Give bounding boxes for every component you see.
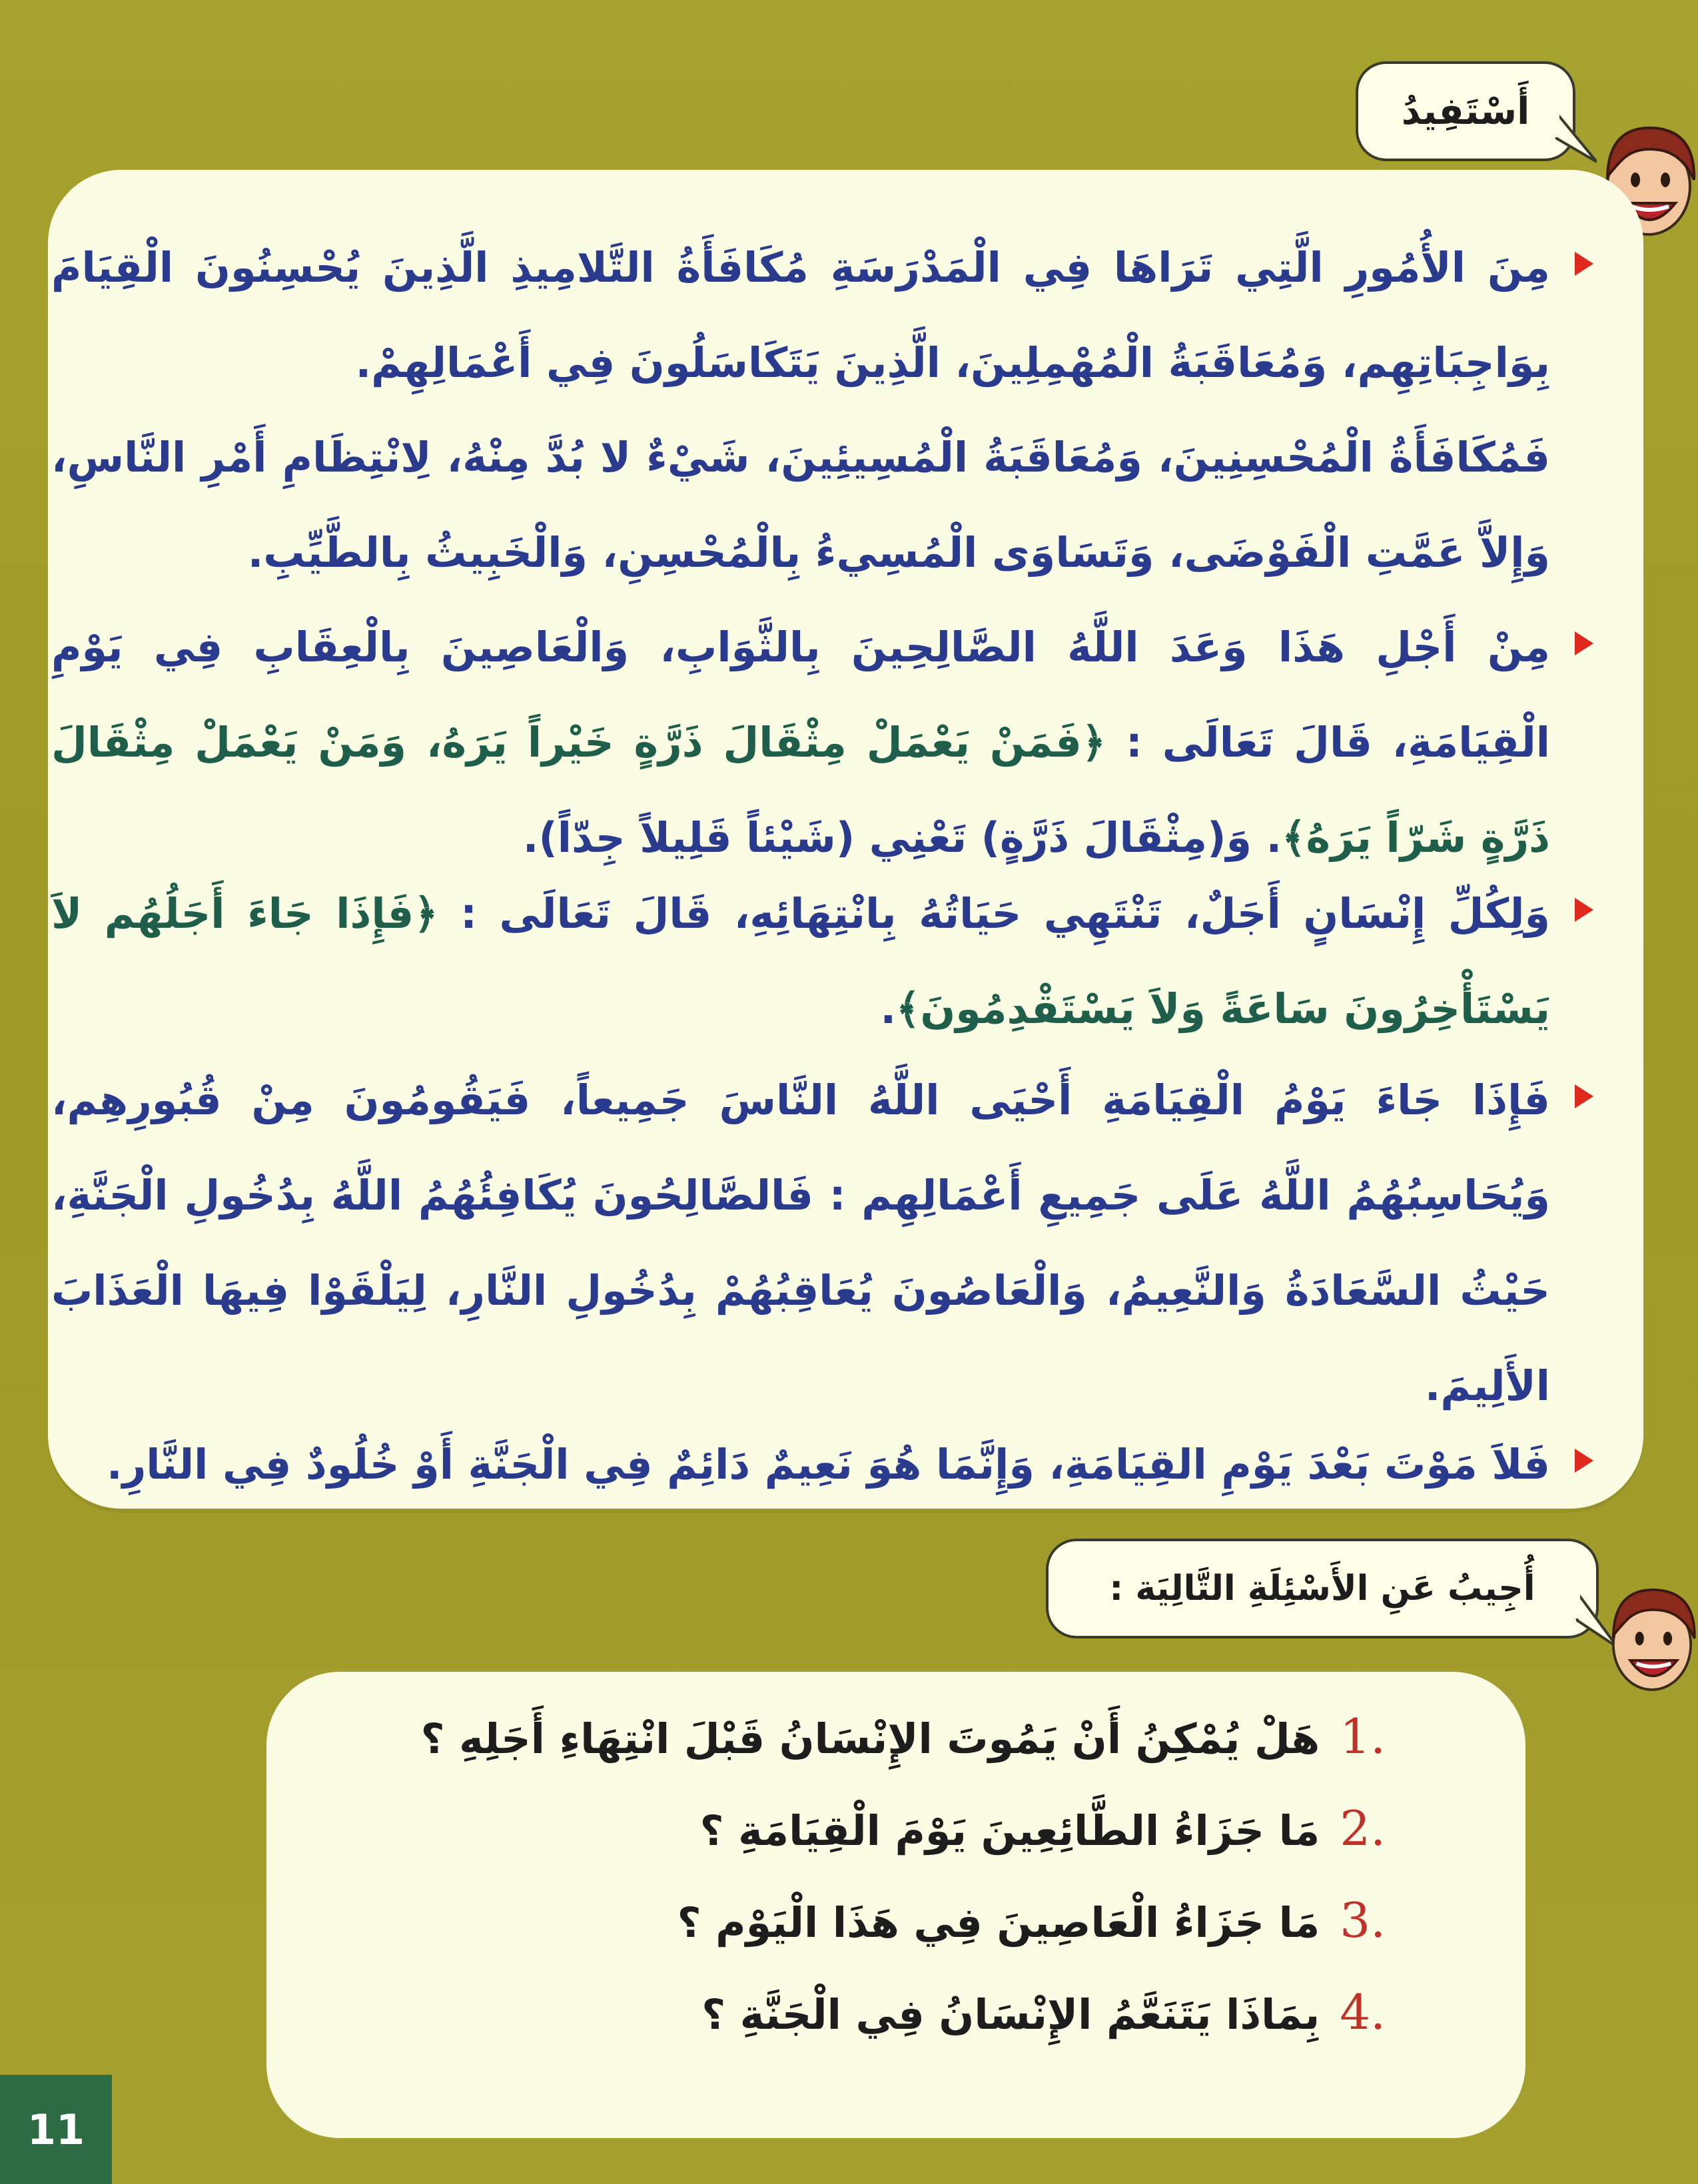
speech-bubble-answer [1046, 1539, 1599, 1638]
red-triangle-icon [1575, 1084, 1593, 1108]
lesson-paragraph [51, 1052, 1550, 1433]
red-triangle-icon [1575, 252, 1593, 276]
paragraph-text: . وَ(مِثْقَالَ ذَرَّةٍ) تَعْنِي (شَيْئاً قَلِيلاً جِدّاً). [522, 813, 1282, 862]
lesson-paragraph [51, 220, 1550, 410]
speech-bubble-answer-label: أُجِيبُ عَنِ الأَسْئِلَةِ التَّالِيَة : [1109, 1569, 1535, 1609]
question-number: 4. [1340, 1984, 1386, 2040]
question-item [386, 1708, 1386, 1800]
speech-bubble-learn [1356, 61, 1575, 161]
lesson-panel [48, 170, 1643, 1509]
question-number: 2. [1340, 1800, 1386, 1856]
question-text: بِمَاذَا يَتَنَعَّمُ الإِنْسَانُ فِي الْجَنَّةِ ؟ [701, 1990, 1320, 2039]
paragraph-text: فَإِذَا جَاءَ يَوْمُ الْقِيَامَةِ أَحْيَى اللَّهُ النَّاسَ جَمِيعاً، فَيَقُومُونَ مِنْ قُبُورِهِم، وَيُحَاسِبُهُمُ اللَّهُ عَلَى جَمِيعِ أَعْمَالِهِم : فَالصَّالِحُونَ يُكَافِئُهُمُ اللَّهُ بِدُخُولِ الْجَنَّةِ، حَيْثُ السَّعَادَةُ وَالنَّعِيمُ، وَالْعَاصُونَ يُعَاقِبُهُمْ بِدُخُولِ النَّارِ، لِيَلْقَوْا فِيهَا الْعَذَابَ الأَلِيمَ. [51, 1076, 1550, 1410]
red-triangle-icon [1575, 898, 1593, 922]
question-item [386, 1892, 1386, 1984]
paragraph-text: . [880, 984, 897, 1033]
question-item [386, 1984, 1386, 2076]
speech-bubble-tail-icon [1550, 105, 1597, 165]
lesson-paragraph [51, 599, 1550, 885]
paragraph-text: فَمُكَافَأَةُ الْمُحْسِنِينَ، وَمُعَاقَبَةُ الْمُسِيئِينَ، شَيْءٌ لا بُدَّ مِنْهُ، لِانْتِظَامِ أَمْرِ النَّاسِ، وَإِلاَّ عَمَّتِ الْفَوْضَى، وَتَسَاوَى الْمُسِيءُ بِالْمُحْسِنِ، وَالْخَبِيثُ بِالطَّيِّبِ. [51, 433, 1550, 577]
paragraph-text: مِنْ أَجْلِ هَذَا وَعَدَ اللَّهُ الصَّالِحِينَ بِالثَّوَابِ، وَالْعَاصِينَ بِالْعِقَابِ فِي يَوْمِ الْقِيَامَةِ، قَالَ تَعَالَى : [51, 623, 1550, 767]
paragraph-text: مِنَ الأُمُورِ الَّتِي تَرَاهَا فِي الْمَدْرَسَةِ مُكَافَأَةُ التَّلامِيذِ الَّذِينَ يُحْسِنُونَ الْقِيَامَ بِوَاجِبَاتِهِم، وَمُعَاقَبَةُ الْمُهْمِلِينَ، الَّذِينَ يَتَكَاسَلُونَ فِي أَعْمَالِهِمْ. [51, 243, 1550, 387]
question-number: 3. [1340, 1892, 1386, 1948]
quran-quote: ﴿فَإِذَا جَاءَ أَجَلُهُم لاَ يَسْتَأْخِرُونَ سَاعَةً وَلاَ يَسْتَقْدِمُونَ﴾ [51, 889, 1550, 1033]
question-number: 1. [1340, 1708, 1386, 1764]
quran-quote: ﴿فَمَنْ يَعْمَلْ مِثْقَالَ ذَرَّةٍ خَيْراً يَرَهُ، وَمَنْ يَعْمَلْ مِثْقَالَ ذَرَّةٍ شَرّاً يَرَهُ﴾ [51, 718, 1550, 862]
red-triangle-icon [1575, 1449, 1593, 1473]
questions-list [386, 1708, 1386, 2076]
paragraph-text: فَلاَ مَوْتَ بَعْدَ يَوْمِ القِيَامَةِ، وَإِنَّمَا هُوَ نَعِيمٌ دَائِمٌ فِي الْجَنَّةِ أَوْ خُلُودٌ فِي النَّارِ. [107, 1440, 1550, 1489]
speech-bubble-learn-label: أَسْتَفِيدُ [1401, 89, 1530, 133]
questions-panel [266, 1672, 1525, 2138]
question-text: مَا جَزَاءُ الطَّائِعِينَ يَوْمَ الْقِيَامَةِ ؟ [699, 1806, 1320, 1855]
question-text: هَلْ يُمْكِنُ أَنْ يَمُوتَ الإِنْسَانُ قَبْلَ انْتِهَاءِ أَجَلِهِ ؟ [420, 1714, 1320, 1763]
paragraph-text: وَلِكُلِّ إِنْسَانٍ أَجَلٌ، تَنْتَهِي حَيَاتُهُ بِانْتِهَائِهِ، قَالَ تَعَالَى : [460, 889, 1550, 938]
boy-face-icon [1602, 1572, 1698, 1705]
red-triangle-icon [1575, 631, 1593, 655]
page-number: 11 [0, 2075, 112, 2184]
lesson-paragraph [51, 410, 1550, 600]
question-text: مَا جَزَاءُ الْعَاصِينَ فِي هَذَا الْيَوْم ؟ [677, 1898, 1320, 1947]
lesson-paragraph [51, 866, 1550, 1056]
question-item [386, 1800, 1386, 1892]
lesson-paragraph [51, 1417, 1550, 1512]
